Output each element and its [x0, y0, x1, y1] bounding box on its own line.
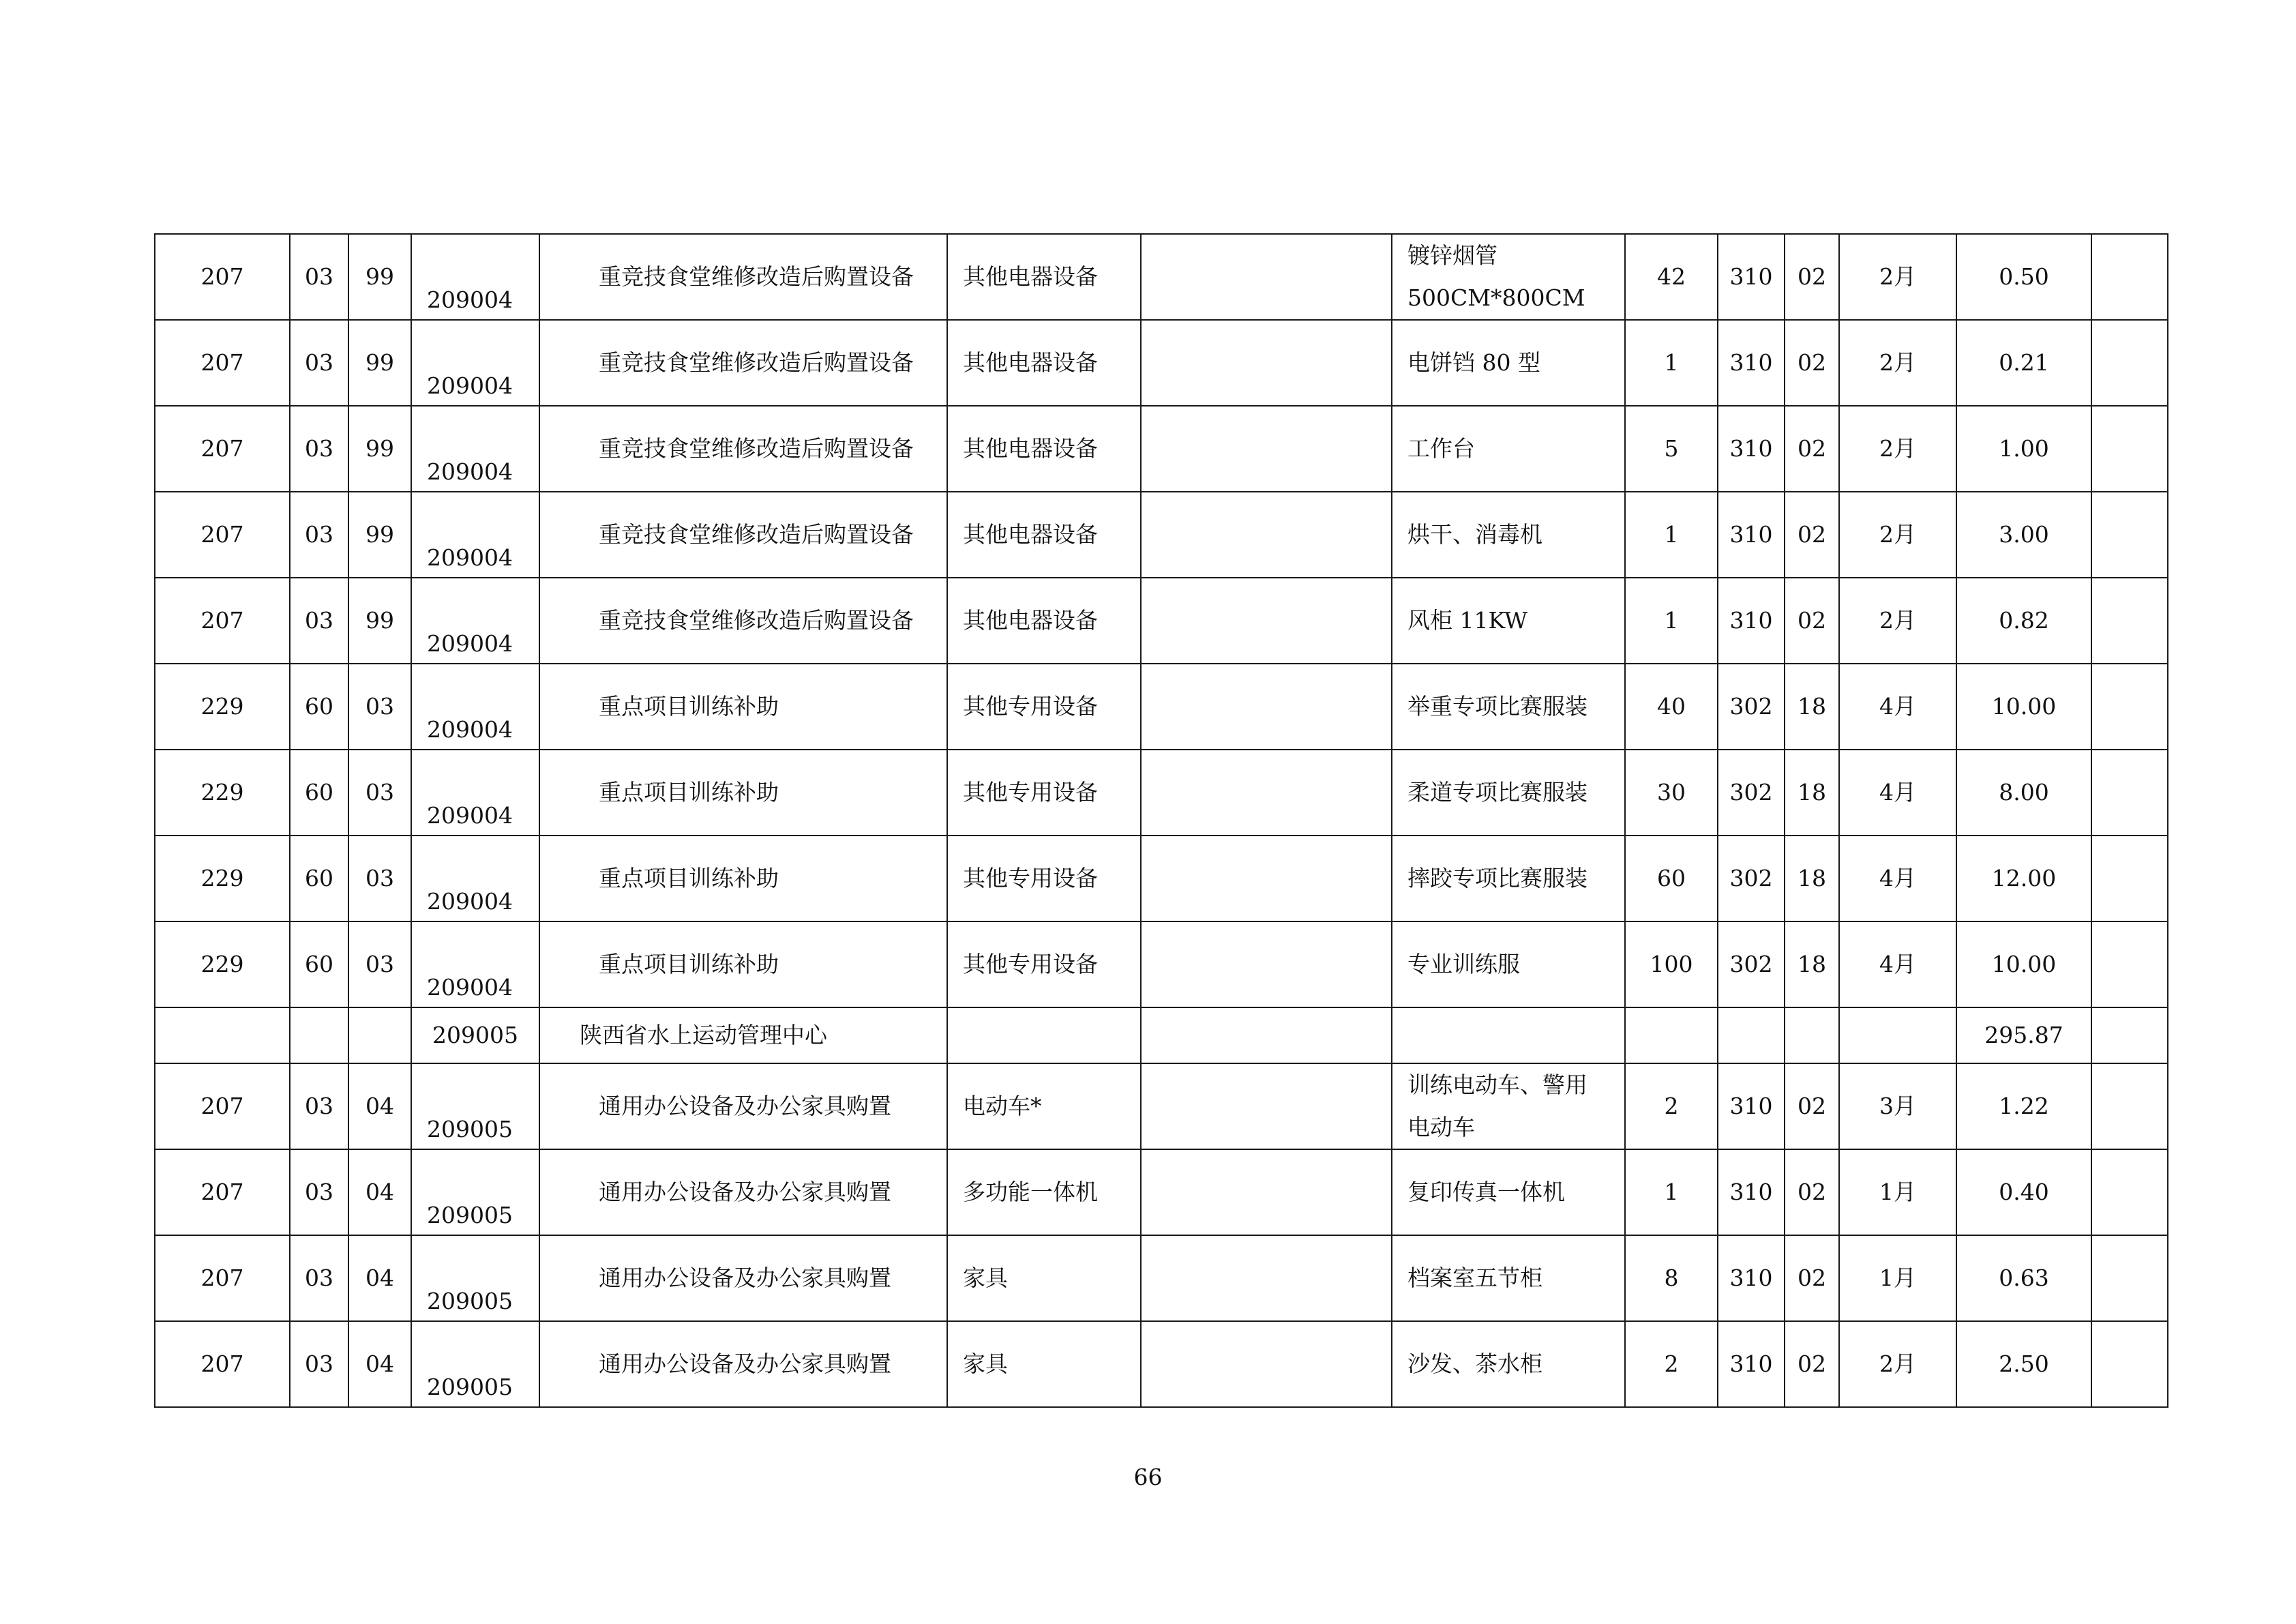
cell-project-name: 重点项目训练补助: [539, 664, 947, 750]
cell-procurement-detail: [1141, 1235, 1392, 1321]
cell-economic-class-code: 310: [1718, 406, 1785, 492]
cell-economic-class-code: 310: [1718, 492, 1785, 578]
cell-function-class-code: 229: [155, 750, 290, 836]
cell-item-name: 档案室五节柜: [1392, 1235, 1625, 1321]
cell-procurement-detail: [1141, 234, 1392, 320]
cell-function-type-code: 60: [290, 664, 348, 750]
cell-function-class-code: 229: [155, 664, 290, 750]
cell-item-name: 风柜 11KW: [1392, 578, 1625, 664]
cell-quantity: 2: [1625, 1063, 1718, 1149]
cell-item-name: 工作台: [1392, 406, 1625, 492]
table-row: [155, 320, 2168, 406]
cell-quantity: 5: [1625, 406, 1718, 492]
cell-function-item-code: 99: [348, 406, 411, 492]
cell-procurement-month: 3月: [1839, 1063, 1956, 1149]
cell-remarks: [2091, 406, 2168, 492]
cell-quantity: 1: [1625, 578, 1718, 664]
cell-unit-code: 209004: [411, 836, 539, 921]
table-body-209004: [155, 234, 2168, 1007]
cell-quantity: 1: [1625, 492, 1718, 578]
cell-economic-subclass-code: 02: [1785, 1321, 1839, 1407]
cell-function-class-code: 207: [155, 1149, 290, 1235]
cell-procurement-month: 1月: [1839, 1235, 1956, 1321]
group-amount: 295.87: [1956, 1007, 2091, 1063]
cell-function-class-code: 229: [155, 921, 290, 1007]
page-number: 66: [1133, 1464, 1163, 1490]
cell-procurement-month: 2月: [1839, 234, 1956, 320]
cell-function-class-code: 207: [155, 406, 290, 492]
cell-amount: 3.00: [1956, 492, 2091, 578]
table-body-209005: [155, 1063, 2168, 1407]
cell-project-name: 通用办公设备及办公家具购置: [539, 1235, 947, 1321]
cell-procurement-detail: [1141, 406, 1392, 492]
cell-remarks: [2091, 492, 2168, 578]
cell-remarks: [2091, 1321, 2168, 1407]
cell-function-type-code: 03: [290, 1321, 348, 1407]
cell-unit-code: 209004: [411, 664, 539, 750]
cell-quantity: 30: [1625, 750, 1718, 836]
cell-function-type-code: 03: [290, 492, 348, 578]
cell-procurement-category: 其他电器设备: [947, 320, 1141, 406]
cell-amount: 1.00: [1956, 406, 2091, 492]
table-cell-blank: [1839, 1007, 1956, 1063]
cell-procurement-category: 多功能一体机: [947, 1149, 1141, 1235]
cell-economic-subclass-code: 02: [1785, 1149, 1839, 1235]
table-row: [155, 492, 2168, 578]
cell-quantity: 1: [1625, 320, 1718, 406]
cell-procurement-month: 1月: [1839, 1149, 1956, 1235]
cell-project-name: 通用办公设备及办公家具购置: [539, 1149, 947, 1235]
cell-function-class-code: 229: [155, 836, 290, 921]
cell-procurement-month: 2月: [1839, 578, 1956, 664]
table-cell-blank: [947, 1007, 1141, 1063]
table-cell-blank: [1718, 1007, 1785, 1063]
cell-function-type-code: 60: [290, 750, 348, 836]
cell-economic-subclass-code: 02: [1785, 234, 1839, 320]
cell-unit-code: 209004: [411, 320, 539, 406]
table-cell-blank: [1785, 1007, 1839, 1063]
cell-amount: 1.22: [1956, 1063, 2091, 1149]
cell-procurement-category: 家具: [947, 1235, 1141, 1321]
cell-function-type-code: 60: [290, 921, 348, 1007]
cell-unit-code: 209004: [411, 578, 539, 664]
cell-remarks: [2091, 750, 2168, 836]
cell-function-item-code: 03: [348, 750, 411, 836]
cell-project-name: 重竞技食堂维修改造后购置设备: [539, 234, 947, 320]
cell-economic-class-code: 310: [1718, 1149, 1785, 1235]
cell-function-type-code: 03: [290, 320, 348, 406]
cell-function-type-code: 03: [290, 1063, 348, 1149]
cell-procurement-detail: [1141, 492, 1392, 578]
cell-function-item-code: 99: [348, 578, 411, 664]
group-code: 209005: [411, 1007, 539, 1063]
cell-function-class-code: 207: [155, 1321, 290, 1407]
cell-remarks: [2091, 320, 2168, 406]
cell-remarks: [2091, 1063, 2168, 1149]
cell-procurement-category: 其他专用设备: [947, 921, 1141, 1007]
cell-quantity: 2: [1625, 1321, 1718, 1407]
cell-item-name: 沙发、茶水柜: [1392, 1321, 1625, 1407]
cell-remarks: [2091, 836, 2168, 921]
cell-unit-code: 209004: [411, 921, 539, 1007]
table-row: [155, 234, 2168, 320]
cell-procurement-detail: [1141, 578, 1392, 664]
cell-amount: 0.40: [1956, 1149, 2091, 1235]
cell-remarks: [2091, 1149, 2168, 1235]
cell-economic-subclass-code: 02: [1785, 1063, 1839, 1149]
cell-economic-subclass-code: 02: [1785, 578, 1839, 664]
group-name: 陕西省水上运动管理中心: [539, 1007, 947, 1063]
cell-unit-code: 209004: [411, 492, 539, 578]
cell-quantity: 60: [1625, 836, 1718, 921]
cell-function-class-code: 207: [155, 492, 290, 578]
cell-procurement-month: 4月: [1839, 836, 1956, 921]
cell-function-type-code: 03: [290, 234, 348, 320]
cell-quantity: 42: [1625, 234, 1718, 320]
cell-function-type-code: 03: [290, 1149, 348, 1235]
cell-economic-subclass-code: 02: [1785, 492, 1839, 578]
table-cell-blank: [348, 1007, 411, 1063]
cell-amount: 8.00: [1956, 750, 2091, 836]
cell-economic-subclass-code: 18: [1785, 664, 1839, 750]
cell-function-type-code: 60: [290, 836, 348, 921]
group-row-209005: [155, 1007, 2168, 1063]
cell-procurement-month: 2月: [1839, 1321, 1956, 1407]
table-row: [155, 1321, 2168, 1407]
cell-function-class-code: 207: [155, 1063, 290, 1149]
cell-economic-class-code: 302: [1718, 750, 1785, 836]
cell-amount: 0.21: [1956, 320, 2091, 406]
table-cell-blank: [1141, 1007, 1392, 1063]
cell-economic-class-code: 310: [1718, 1321, 1785, 1407]
cell-item-name: 柔道专项比赛服装: [1392, 750, 1625, 836]
table-row: [155, 1149, 2168, 1235]
cell-project-name: 重竞技食堂维修改造后购置设备: [539, 406, 947, 492]
cell-procurement-category: 其他电器设备: [947, 406, 1141, 492]
cell-item-name: 镀锌烟管 500CM*800CM: [1392, 234, 1625, 320]
cell-procurement-detail: [1141, 664, 1392, 750]
table-body-group: [155, 1007, 2168, 1063]
table-cell-blank: [2091, 1007, 2168, 1063]
cell-economic-subclass-code: 18: [1785, 750, 1839, 836]
table-row: [155, 406, 2168, 492]
cell-quantity: 40: [1625, 664, 1718, 750]
cell-procurement-month: 4月: [1839, 664, 1956, 750]
cell-amount: 10.00: [1956, 921, 2091, 1007]
cell-economic-class-code: 302: [1718, 664, 1785, 750]
cell-procurement-detail: [1141, 1149, 1392, 1235]
cell-procurement-month: 2月: [1839, 320, 1956, 406]
cell-procurement-detail: [1141, 750, 1392, 836]
cell-remarks: [2091, 664, 2168, 750]
cell-economic-class-code: 310: [1718, 320, 1785, 406]
cell-procurement-month: 4月: [1839, 750, 1956, 836]
cell-function-item-code: 04: [348, 1063, 411, 1149]
cell-unit-code: 209005: [411, 1321, 539, 1407]
cell-item-name: 摔跤专项比赛服装: [1392, 836, 1625, 921]
cell-remarks: [2091, 1235, 2168, 1321]
cell-function-class-code: 207: [155, 578, 290, 664]
cell-function-item-code: 99: [348, 234, 411, 320]
cell-unit-code: 209005: [411, 1235, 539, 1321]
cell-procurement-month: 2月: [1839, 492, 1956, 578]
cell-project-name: 重点项目训练补助: [539, 921, 947, 1007]
table-row: [155, 1063, 2168, 1149]
table-cell-blank: [1625, 1007, 1718, 1063]
cell-amount: 0.82: [1956, 578, 2091, 664]
cell-project-name: 重竞技食堂维修改造后购置设备: [539, 320, 947, 406]
cell-procurement-category: 其他专用设备: [947, 664, 1141, 750]
cell-quantity: 8: [1625, 1235, 1718, 1321]
cell-procurement-month: 4月: [1839, 921, 1956, 1007]
table-cell-blank: [1392, 1007, 1625, 1063]
cell-procurement-category: 电动车*: [947, 1063, 1141, 1149]
cell-economic-class-code: 302: [1718, 921, 1785, 1007]
cell-procurement-detail: [1141, 836, 1392, 921]
cell-function-item-code: 03: [348, 664, 411, 750]
table-row: [155, 664, 2168, 750]
cell-economic-class-code: 302: [1718, 836, 1785, 921]
cell-item-name: 电饼铛 80 型: [1392, 320, 1625, 406]
cell-function-class-code: 207: [155, 234, 290, 320]
cell-unit-code: 209004: [411, 406, 539, 492]
cell-procurement-category: 其他电器设备: [947, 492, 1141, 578]
cell-amount: 10.00: [1956, 664, 2091, 750]
cell-function-item-code: 03: [348, 836, 411, 921]
cell-economic-subclass-code: 18: [1785, 836, 1839, 921]
cell-item-name: 复印传真一体机: [1392, 1149, 1625, 1235]
cell-amount: 12.00: [1956, 836, 2091, 921]
cell-function-item-code: 03: [348, 921, 411, 1007]
cell-economic-subclass-code: 02: [1785, 406, 1839, 492]
cell-procurement-category: 其他专用设备: [947, 750, 1141, 836]
cell-function-item-code: 99: [348, 492, 411, 578]
table-cell-blank: [155, 1007, 290, 1063]
cell-unit-code: 209004: [411, 234, 539, 320]
cell-item-name: 烘干、消毒机: [1392, 492, 1625, 578]
cell-economic-subclass-code: 02: [1785, 320, 1839, 406]
cell-economic-class-code: 310: [1718, 234, 1785, 320]
cell-function-type-code: 03: [290, 1235, 348, 1321]
cell-project-name: 重点项目训练补助: [539, 836, 947, 921]
cell-function-class-code: 207: [155, 320, 290, 406]
cell-economic-subclass-code: 18: [1785, 921, 1839, 1007]
cell-procurement-category: 其他电器设备: [947, 234, 1141, 320]
cell-economic-subclass-code: 02: [1785, 1235, 1839, 1321]
cell-amount: 0.63: [1956, 1235, 2091, 1321]
cell-project-name: 重竞技食堂维修改造后购置设备: [539, 578, 947, 664]
cell-function-item-code: 04: [348, 1321, 411, 1407]
cell-function-class-code: 207: [155, 1235, 290, 1321]
table-row: [155, 1235, 2168, 1321]
cell-function-item-code: 99: [348, 320, 411, 406]
cell-procurement-category: 家具: [947, 1321, 1141, 1407]
cell-item-name: 训练电动车、警用 电动车: [1392, 1063, 1625, 1149]
cell-remarks: [2091, 578, 2168, 664]
cell-project-name: 通用办公设备及办公家具购置: [539, 1063, 947, 1149]
cell-item-name: 举重专项比赛服装: [1392, 664, 1625, 750]
table-cell-blank: [290, 1007, 348, 1063]
cell-procurement-category: 其他专用设备: [947, 836, 1141, 921]
cell-project-name: 重点项目训练补助: [539, 750, 947, 836]
cell-quantity: 1: [1625, 1149, 1718, 1235]
cell-function-item-code: 04: [348, 1149, 411, 1235]
cell-unit-code: 209004: [411, 750, 539, 836]
table-row: [155, 921, 2168, 1007]
cell-function-type-code: 03: [290, 406, 348, 492]
cell-unit-code: 209005: [411, 1149, 539, 1235]
table-row: [155, 578, 2168, 664]
cell-item-name: 专业训练服: [1392, 921, 1625, 1007]
cell-procurement-category: 其他电器设备: [947, 578, 1141, 664]
cell-function-type-code: 03: [290, 578, 348, 664]
cell-procurement-detail: [1141, 1321, 1392, 1407]
cell-procurement-detail: [1141, 921, 1392, 1007]
cell-economic-class-code: 310: [1718, 1063, 1785, 1149]
cell-amount: 0.50: [1956, 234, 2091, 320]
cell-remarks: [2091, 234, 2168, 320]
cell-unit-code: 209005: [411, 1063, 539, 1149]
cell-procurement-month: 2月: [1839, 406, 1956, 492]
cell-procurement-detail: [1141, 1063, 1392, 1149]
cell-procurement-detail: [1141, 320, 1392, 406]
cell-quantity: 100: [1625, 921, 1718, 1007]
procurement-table: [154, 233, 2168, 1408]
cell-function-item-code: 04: [348, 1235, 411, 1321]
cell-remarks: [2091, 921, 2168, 1007]
table-row: [155, 836, 2168, 921]
cell-economic-class-code: 310: [1718, 578, 1785, 664]
cell-project-name: 重竞技食堂维修改造后购置设备: [539, 492, 947, 578]
cell-amount: 2.50: [1956, 1321, 2091, 1407]
cell-project-name: 通用办公设备及办公家具购置: [539, 1321, 947, 1407]
table-row: [155, 750, 2168, 836]
cell-economic-class-code: 310: [1718, 1235, 1785, 1321]
